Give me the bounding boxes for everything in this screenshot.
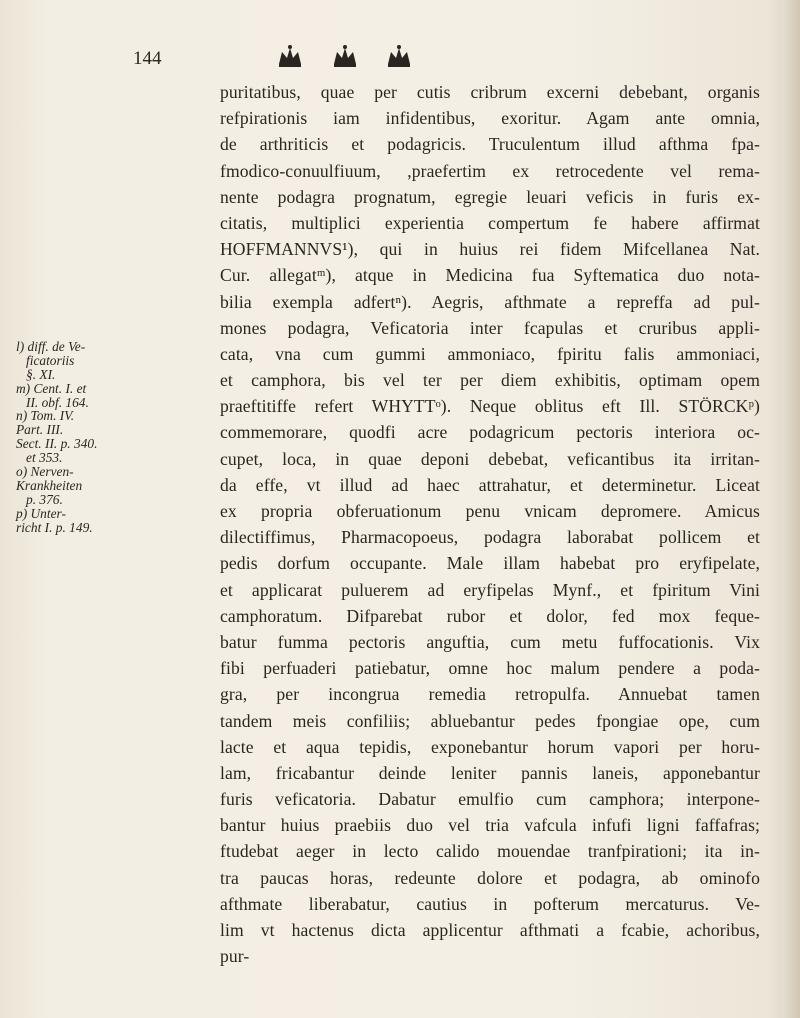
text-line: lacte et aqua tepidis, exponebantur horum vapori per horu-: [220, 736, 760, 757]
text-line: praeftitiffe refert WHYTTᵒ). Neque oblitus eft Ill. STÖRCKᵖ): [220, 396, 760, 417]
margin-note-line: l) diff. de Ve-: [16, 339, 86, 354]
crown-ornament-icon: [386, 44, 412, 68]
text-line: cata, vna cum gummi ammoniaco, fpiritu falis ammoniaci,: [220, 343, 760, 364]
text-line: fibi perfuaderi patiebatur, omne hoc malum pendere a poda-: [220, 658, 760, 679]
text-line: Cur. allegatᵐ), atque in Medicina fua Syftematica duo nota-: [220, 265, 760, 286]
text-line: nente podagra prognatum, egregie leuari veficis in furis ex-: [220, 186, 760, 207]
text-line: et camphora, bis vel ter per diem exhibitis, optimam opem: [220, 370, 760, 391]
margin-note-line: et 353.: [26, 450, 63, 466]
margin-note-line: o) Nerven-: [16, 464, 74, 480]
margin-note-line: Part. III.: [16, 422, 64, 438]
text-line: dilectiffimus, Pharmacopoeus, podagra laborabat pollicem et: [220, 527, 760, 548]
text-line: tandem meis confiliis; abluebantur pedes fpongiae ope, cum: [220, 710, 760, 731]
margin-notes: [16, 340, 221, 534]
page-edge-shadow: [782, 0, 800, 1018]
text-line: pedis dorfum occupante. Male illam habebat pro eryfipelate,: [220, 553, 760, 574]
text-line: puritatibus, quae per cutis cribrum excerni debebant, organis: [220, 82, 760, 102]
margin-note-line: p. 376.: [26, 491, 63, 507]
text-line: lim vt hactenus dicta applicentur afthmati a fcabie, achoribus,: [220, 920, 760, 940]
text-line: pur-: [220, 946, 250, 967]
text-line: da effe, vt illud ad haec attrahatur, et determinetur. Liceat: [220, 474, 760, 495]
text-line: tra paucas horas, redeunte dolore et podagra, ab ominofo: [220, 867, 760, 888]
margin-note-line: n) Tom. IV.: [16, 408, 75, 424]
text-line: HOFFMANNVS¹), qui in huius rei fidem Mifcellanea Nat.: [220, 239, 760, 260]
crown-ornament-icon: [277, 44, 303, 68]
text-line: de arthriticis et podagricis. Truculentum illud afthma fpa-: [220, 134, 760, 155]
text-line: gra, per incongrua remedia retropulfa. Annuebat tamen: [220, 684, 760, 705]
margin-note-line: §. XI.: [26, 366, 56, 382]
text-line: mones podagra, Veficatoria inter fcapulas et cruribus appli-: [220, 317, 760, 338]
text-line: batur fumma pectoris anguftia, cum metu fuffocationis. Vix: [220, 631, 760, 652]
text-line: ex propria obferuationum penu vnicam depromere. Amicus: [220, 501, 760, 521]
margin-note-line: m) Cent. I. et: [16, 380, 87, 396]
page-number: 144: [133, 48, 162, 69]
text-line: lam, fricabantur deinde leniter pannis laneis, apponebantur: [220, 762, 760, 783]
text-line: afthmate liberabatur, cautius in pofterum mercaturus. Ve-: [220, 893, 760, 914]
margin-note-line: richt I. p. 149.: [16, 519, 93, 535]
page-header: [133, 44, 773, 74]
text-line: fmodico-conuulfiuum, ,praefertim ex retrocedente vel rema-: [220, 160, 760, 181]
margin-note-line: Krankheiten: [16, 477, 83, 493]
text-line: citatis, multiplici experientia compertum fe habere affirmat: [220, 212, 760, 233]
crown-ornament-icon: [332, 44, 358, 68]
margin-note-line: II. obf. 164.: [26, 394, 89, 410]
text-line: commemorare, quodfi acre podagricum pectoris interiora oc-: [220, 422, 760, 443]
text-line: refpirationis iam infidentibus, exoritur. Agam ante omnia,: [220, 108, 760, 129]
text-line: camphoratum. Difparebat rubor et dolor, fed mox feque-: [220, 605, 760, 626]
text-line: et applicarat puluerem ad eryfipelas Mynf., et fpiritum Vini: [220, 579, 760, 600]
text-line: ftudebat aeger in lecto calido mouendae tranfpirationi; ita in-: [220, 841, 760, 862]
text-line: bilia exempla adfertⁿ). Aegris, afthmate a repreffa ad pul-: [220, 291, 760, 312]
margin-note-line: Sect. II. p. 340.: [16, 436, 98, 452]
text-line: bantur huius praebiis duo vel tria vafcula infufi ligni faffafras;: [220, 815, 760, 836]
text-line: cupet, loca, in quae deponi debebat, veficantibus ita irritan-: [220, 448, 760, 469]
margin-note-line: p) Unter-: [16, 505, 66, 521]
margin-note-line: ficatoriis: [26, 352, 75, 368]
text-line: furis veficatoria. Dabatur emulfio cum camphora; interpone-: [220, 789, 760, 810]
main-text-column: [220, 79, 760, 969]
